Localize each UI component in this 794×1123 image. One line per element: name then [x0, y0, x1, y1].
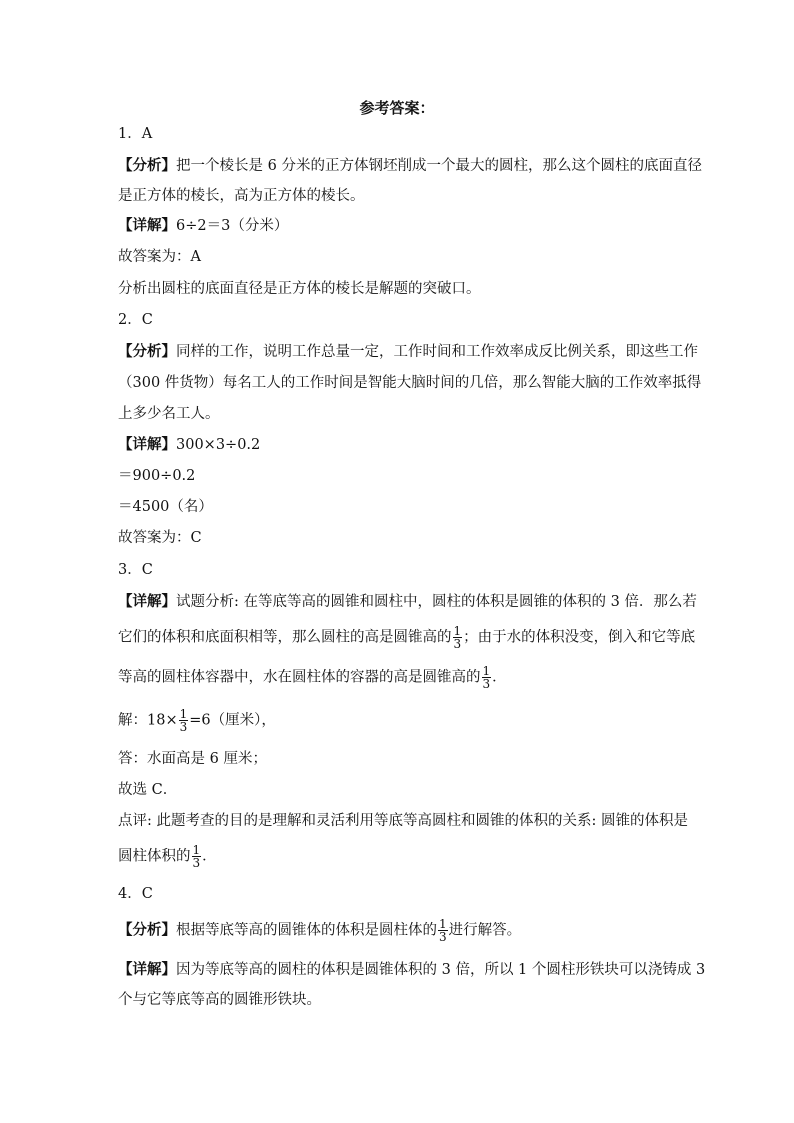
fraction-one-third: $\frac{1}{3}$ [439, 917, 447, 944]
q4-analysis: 【分析】根据等底等高的圆锥体的体积是圆柱体的 $\frac{1}{3}$ 进行解答。 [118, 917, 522, 944]
q3-review-line-1: 点评: 此题考查的目的是理解和灵活利用等底等高圆柱和圆锥的体积的关系: 圆锥的体积是 [118, 813, 688, 829]
detail-tag: 【详解】 [118, 961, 176, 978]
q1-analysis-line-1: 【分析】把一个棱长是 6 分米的正方体钢坯削成一个最大的圆柱，那么这个圆柱的底面直径 [118, 157, 702, 174]
q3-heading: 3．C [118, 562, 153, 578]
q3-review-line-2: 圆柱体积的 $\frac{1}{3}$ ． [118, 843, 217, 870]
q1-heading: 1．A [118, 126, 153, 142]
q2-detail-line-1: 【详解】300×3÷0.2 [118, 436, 261, 453]
detail-tag: 【详解】 [118, 436, 176, 453]
q3-answer: 答：水面高是 6 厘米； [118, 751, 267, 767]
detail-tag: 【详解】 [118, 217, 176, 234]
q2-detail-line-2: ＝900÷0.2 [118, 468, 196, 484]
q1-note: 分析出圆柱的底面直径是正方体的棱长是解题的突破口。 [118, 281, 481, 297]
fraction-one-third: $\frac{1}{3}$ [453, 624, 462, 651]
detail-tag: 【详解】 [118, 593, 176, 610]
analysis-tag: 【分析】 [118, 921, 176, 939]
q1-answer: 故答案为：A [118, 249, 201, 265]
analysis-tag: 【分析】 [118, 157, 176, 174]
q2-heading: 2．C [118, 312, 153, 328]
q3-solution: 解：18× $\frac{1}{3}$ =6（厘米）， [118, 707, 276, 734]
q3-detail-line-3: 等高的圆柱体容器中，水在圆柱体的容器的高是圆锥高的 $\frac{1}{3}$ ． [118, 664, 507, 691]
fraction-one-third: $\frac{1}{3}$ [192, 843, 201, 870]
q1-detail: 【详解】6÷2＝3（分米） [118, 217, 289, 234]
q4-detail-line-1: 【详解】因为等底等高的圆柱的体积是圆锥体积的 3 倍，所以 1 个圆柱形铁块可以浇铸成 3 [118, 961, 706, 978]
analysis-tag: 【分析】 [118, 343, 176, 360]
q3-choice: 故选 C． [118, 782, 178, 798]
page-title: 参考答案： [359, 99, 435, 117]
q4-detail-line-2: 个与它等底等高的圆锥形铁块。 [118, 992, 321, 1008]
fraction-one-third: $\frac{1}{3}$ [179, 707, 188, 734]
q3-detail-line-2: 它们的体积和底面积相等，那么圆柱的高是圆锥高的 $\frac{1}{3}$ ；由于水的体积没变，倒入和它等底 [118, 624, 696, 651]
q2-detail-line-3: ＝4500（名） [118, 499, 213, 515]
q2-answer: 故答案为：C [118, 530, 202, 546]
q2-analysis-line-1: 【分析】同样的工作，说明工作总量一定，工作时间和工作效率成反比例关系，即这些工作 [118, 343, 698, 360]
q3-detail-line-1: 【详解】试题分析: 在等底等高的圆锥和圆柱中，圆柱的体积是圆锥的体积的 3 倍．那么若 [118, 593, 697, 610]
q1-analysis-line-2: 是正方体的棱长，高为正方体的棱长。 [118, 188, 365, 204]
fraction-one-third: $\frac{1}{3}$ [482, 664, 491, 691]
q2-analysis-line-2: （300 件货物）每名工人的工作时间是智能大脑时间的几倍，那么智能大脑的工作效率抵得 [118, 375, 702, 391]
q2-analysis-line-3: 上多少名工人。 [118, 406, 220, 422]
q4-heading: 4．C [118, 886, 153, 902]
